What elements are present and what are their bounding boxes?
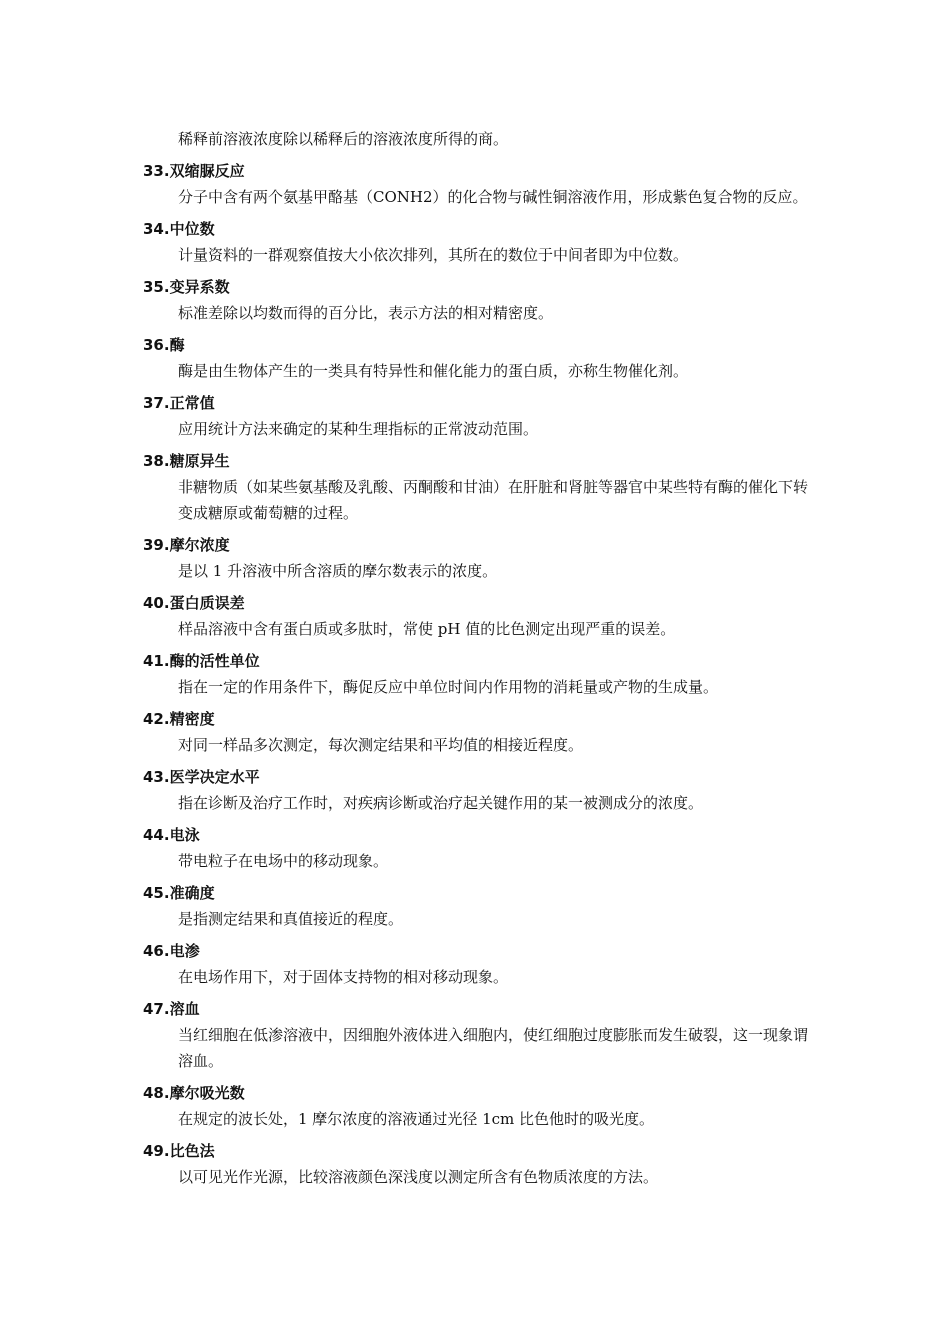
- glossary-definition: 在规定的波长处，1 摩尔浓度的溶液通过光径 1cm 比色他时的吸光度。: [178, 1110, 655, 1128]
- glossary-term: 33.双缩脲反应: [143, 162, 245, 180]
- glossary-entry: [143, 938, 823, 990]
- glossary-term: 35.变异系数: [143, 278, 230, 296]
- glossary-term: 45.准确度: [143, 884, 215, 902]
- glossary-entry: [143, 532, 823, 584]
- glossary-term: 40.蛋白质误差: [143, 594, 245, 612]
- glossary-entry: [143, 648, 823, 700]
- glossary-definition: 应用统计方法来确定的某种生理指标的正常波动范围。: [178, 420, 539, 438]
- glossary-term: 36.酶: [143, 336, 185, 354]
- continued-definition: 稀释前溶液浓度除以稀释后的溶液浓度所得的商。: [178, 130, 509, 148]
- glossary-definition: 是以 1 升溶液中所含溶质的摩尔数表示的浓度。: [178, 562, 498, 580]
- glossary-definition: 是指测定结果和真值接近的程度。: [178, 910, 404, 928]
- glossary-entry: [143, 996, 823, 1074]
- glossary-definition: 在电场作用下，对于固体支持物的相对移动现象。: [178, 968, 509, 986]
- glossary-definition: 计量资料的一群观察值按大小依次排列，其所在的数位于中间者即为中位数。: [178, 246, 689, 264]
- glossary-definition: 指在一定的作用条件下，酶促反应中单位时间内作用物的消耗量或产物的生成量。: [178, 678, 719, 696]
- glossary-term: 49.比色法: [143, 1142, 215, 1160]
- glossary-term: 48.摩尔吸光数: [143, 1084, 245, 1102]
- glossary-term: 37.正常值: [143, 394, 215, 412]
- glossary-term: 34.中位数: [143, 220, 215, 238]
- glossary-entry: [143, 706, 823, 758]
- glossary-term: 39.摩尔浓度: [143, 536, 230, 554]
- glossary-entry: [143, 390, 823, 442]
- glossary-term: 47.溶血: [143, 1000, 200, 1018]
- glossary-entry: [143, 216, 823, 268]
- glossary-entry: [143, 822, 823, 874]
- glossary-entry: [143, 880, 823, 932]
- glossary-definition: 非糖物质（如某些氨基酸及乳酸、丙酮酸和甘油）在肝脏和肾脏等器官中某些特有酶的催化下转变成糖原或葡萄糖的过程。: [178, 478, 809, 522]
- glossary-term: 41.酶的活性单位: [143, 652, 260, 670]
- glossary-term: 38.糖原异生: [143, 452, 230, 470]
- glossary-entry: [143, 1080, 823, 1132]
- glossary-term: 46.电渗: [143, 942, 200, 960]
- glossary-entry: [143, 274, 823, 326]
- glossary-definition: 标准差除以均数而得的百分比，表示方法的相对精密度。: [178, 304, 554, 322]
- glossary-entry: [143, 1138, 823, 1190]
- glossary-definition: 酶是由生物体产生的一类具有特异性和催化能力的蛋白质，亦称生物催化剂。: [178, 362, 689, 380]
- glossary-definition: 指在诊断及治疗工作时，对疾病诊断或治疗起关键作用的某一被测成分的浓度。: [178, 794, 704, 812]
- glossary-term: 43.医学决定水平: [143, 768, 260, 786]
- glossary-content: [143, 126, 823, 1196]
- glossary-definition: 带电粒子在电场中的移动现象。: [178, 852, 389, 870]
- glossary-entry: [143, 764, 823, 816]
- glossary-term: 42.精密度: [143, 710, 215, 728]
- glossary-definition: 以可见光作光源，比较溶液颜色深浅度以测定所含有色物质浓度的方法。: [178, 1168, 659, 1186]
- glossary-entry: [143, 448, 823, 526]
- glossary-entry: [143, 158, 823, 210]
- glossary-term: 44.电泳: [143, 826, 200, 844]
- glossary-entry: [143, 332, 823, 384]
- glossary-definition: 当红细胞在低渗溶液中，因细胞外液体进入细胞内，使红细胞过度膨胀而发生破裂，这一现象谓溶血。: [178, 1026, 809, 1070]
- glossary-definition: 对同一样品多次测定，每次测定结果和平均值的相接近程度。: [178, 736, 584, 754]
- glossary-definition: 分子中含有两个氨基甲酪基（CONH2）的化合物与碱性铜溶液作用，形成紫色复合物的反应。: [178, 188, 808, 206]
- glossary-entry: [143, 590, 823, 642]
- glossary-definition: 样品溶液中含有蛋白质或多肽时，常使 pH 值的比色测定出现严重的误差。: [178, 620, 676, 638]
